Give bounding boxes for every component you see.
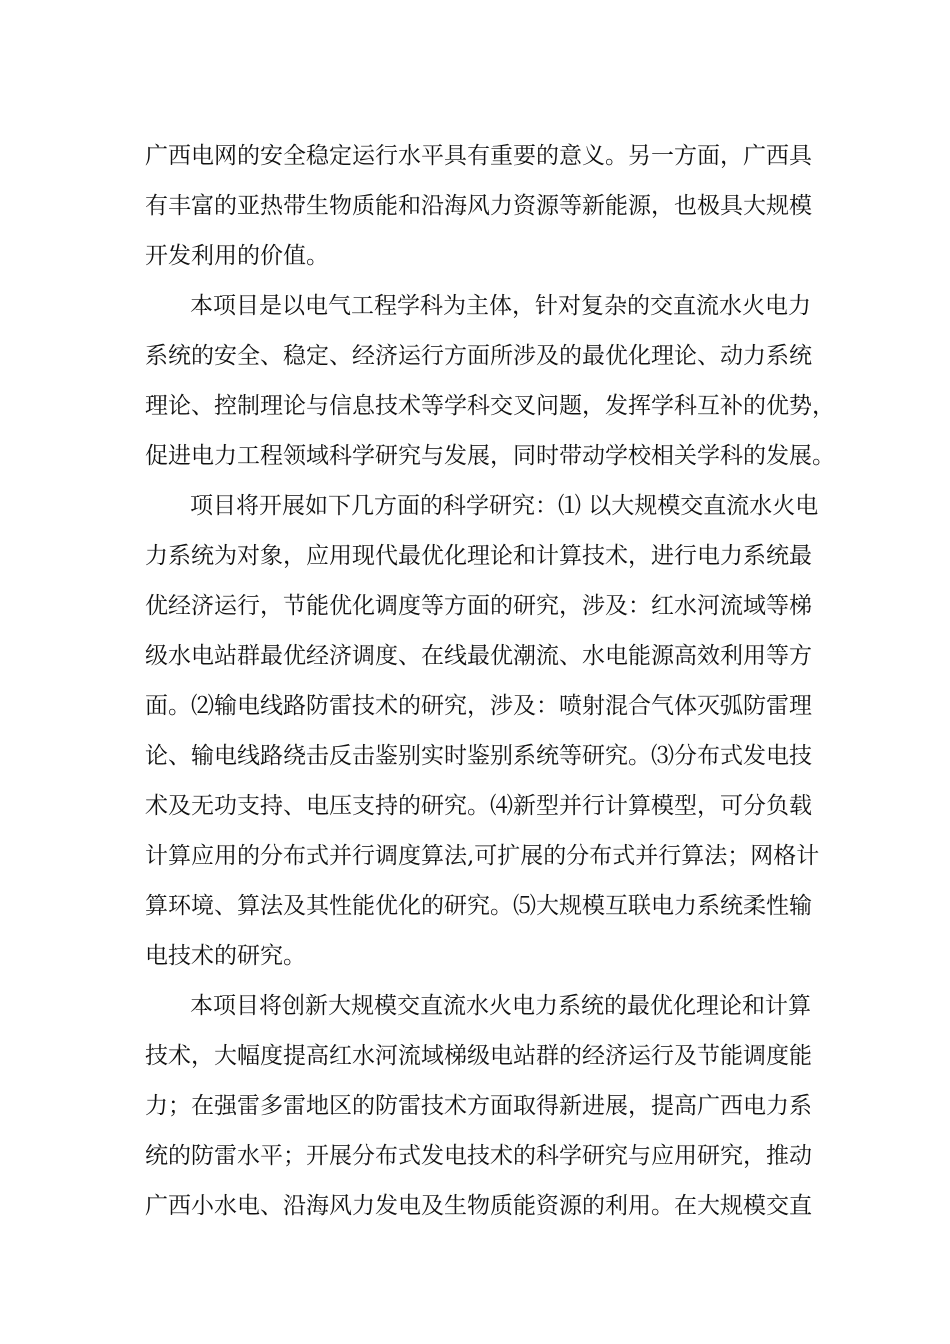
text-line: 本项目是以电气工程学科为主体，针对复杂的交直流水火电力 — [190, 293, 811, 319]
text-line: 计算应用的分布式并行调度算法,可扩展的分布式并行算法；网格计 — [145, 843, 820, 869]
text-line: 理论、控制理论与信息技术等学科交叉问题，发挥学科互补的优势， — [145, 393, 835, 419]
text-line: 力系统为对象，应用现代最优化理论和计算技术，进行电力系统最 — [145, 543, 812, 569]
text-line: 面。⑵输电线路防雷技术的研究，涉及：喷射混合气体灭弧防雷理 — [145, 693, 812, 719]
text-line: 力；在强雷多雷地区的防雷技术方面取得新进展，提高广西电力系 — [145, 1093, 812, 1119]
document-body — [145, 131, 835, 1231]
text-line: 开发利用的价值。 — [145, 243, 329, 269]
text-line: 算环境、算法及其性能优化的研究。⑸大规模互联电力系统柔性输 — [145, 893, 812, 919]
text-line: 统的防雷水平；开展分布式发电技术的科学研究与应用研究，推动 — [145, 1143, 812, 1169]
text-line: 电技术的研究。 — [145, 943, 306, 969]
text-line: 级水电站群最优经济调度、在线最优潮流、水电能源高效利用等方 — [145, 643, 812, 669]
text-line: 优经济运行，节能优化调度等方面的研究，涉及：红水河流域等梯 — [145, 593, 812, 619]
text-line: 促进电力工程领域科学研究与发展，同时带动学校相关学科的发展。 — [145, 443, 835, 469]
text-line: 术及无功支持、电压支持的研究。⑷新型并行计算模型，可分负载 — [145, 793, 812, 819]
text-line: 广西电网的安全稳定运行水平具有重要的意义。另一方面，广西具 — [145, 143, 812, 169]
text-line: 技术，大幅度提高红水河流域梯级电站群的经济运行及节能调度能 — [145, 1043, 812, 1069]
text-line: 有丰富的亚热带生物质能和沿海风力资源等新能源，也极具大规模 — [145, 193, 812, 219]
text-line: 系统的安全、稳定、经济运行方面所涉及的最优化理论、动力系统 — [145, 343, 812, 369]
paragraph-3 — [145, 481, 820, 981]
text-line: 广西小水电、沿海风力发电及生物质能资源的利用。在大规模交直 — [145, 1193, 812, 1219]
text-line: 项目将开展如下几方面的科学研究：⑴ 以大规模交直流水火电 — [190, 493, 819, 519]
paragraph-2 — [145, 281, 835, 481]
paragraph-4 — [145, 981, 810, 1231]
text-line: 论、输电线路绕击反击鉴别实时鉴别系统等研究。⑶分布式发电技 — [145, 743, 812, 769]
paragraph-1 — [145, 131, 810, 281]
text-line: 本项目将创新大规模交直流水火电力系统的最优化理论和计算 — [190, 993, 811, 1019]
